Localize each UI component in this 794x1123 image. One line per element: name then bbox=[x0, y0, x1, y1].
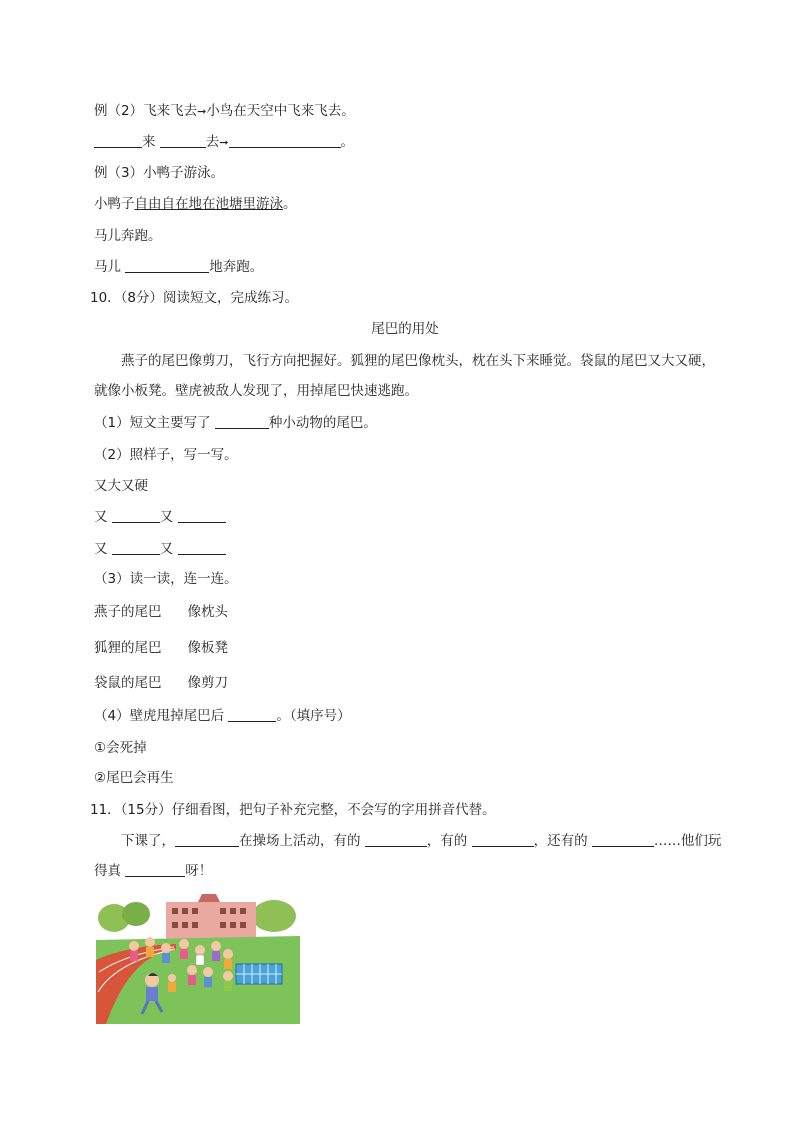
q11-blank-2[interactable] bbox=[365, 832, 427, 847]
match-left-3[interactable]: 袋鼠的尾巴 bbox=[94, 675, 162, 691]
option-2: ②尾巴会再生 bbox=[94, 770, 174, 786]
blank-you-1b[interactable] bbox=[178, 508, 226, 523]
example-3-line: 例（3）小鸭子游泳。 bbox=[94, 165, 225, 181]
q11-part-f: 呀！ bbox=[185, 863, 213, 879]
match-right-3[interactable]: 像剪刀 bbox=[187, 675, 228, 691]
blank-you-2b[interactable] bbox=[178, 540, 226, 555]
sub4-suffix: 。（填序号） bbox=[276, 708, 351, 724]
you-text: 又 bbox=[159, 509, 174, 525]
sub1-suffix: 种小动物的尾巴。 bbox=[268, 415, 377, 431]
fill-lai-qu-line bbox=[94, 133, 354, 152]
q11-sentence bbox=[94, 826, 724, 886]
question-10-head: 10．（8分）阅读短文，完成练习。 bbox=[90, 290, 299, 306]
q10-sub3: （3）读一读，连一连。 bbox=[94, 571, 238, 587]
tree-right bbox=[252, 900, 296, 932]
option-1: ①会死掉 bbox=[94, 740, 147, 756]
sub1-blank[interactable] bbox=[215, 414, 269, 429]
example-3-answer bbox=[94, 195, 297, 213]
blank-2[interactable] bbox=[160, 133, 206, 148]
duck-period: 。 bbox=[283, 196, 297, 212]
duck-prefix: 小鸭子 bbox=[94, 196, 135, 212]
q11-part-e: ……他们玩得真 bbox=[94, 833, 722, 879]
horse-suffix: 地奔跑。 bbox=[209, 259, 264, 275]
match-left-2[interactable]: 狐狸的尾巴 bbox=[94, 640, 162, 656]
you-text: 又 bbox=[94, 509, 108, 525]
school-building bbox=[166, 902, 256, 940]
q10-sub2: （2）照样子，写一写。 bbox=[94, 447, 238, 463]
match-right-1[interactable]: 像枕头 bbox=[187, 604, 228, 620]
sub2-example: 又大又硬 bbox=[94, 478, 148, 494]
blank-you-1a[interactable] bbox=[112, 508, 160, 523]
qu-text: 去 bbox=[205, 134, 220, 150]
q10-sub4 bbox=[94, 707, 351, 725]
sub2-fill-2 bbox=[94, 540, 226, 558]
horse-fill-line bbox=[94, 258, 263, 276]
match-left-1[interactable]: 燕子的尾巴 bbox=[94, 604, 162, 620]
blank-1[interactable] bbox=[94, 133, 142, 148]
period-text: 。 bbox=[340, 134, 355, 150]
example-2-result: 小鸟在天空中飞来飞去。 bbox=[206, 103, 355, 119]
q11-blank-3[interactable] bbox=[472, 832, 534, 847]
match-row-1 bbox=[94, 603, 228, 621]
blank-you-2a[interactable] bbox=[112, 540, 160, 555]
sub1-prefix: （1）短文主要写了 bbox=[94, 415, 211, 431]
blank-3[interactable] bbox=[229, 133, 341, 148]
match-right-2[interactable]: 像板凳 bbox=[187, 640, 228, 656]
q11-blank-1[interactable] bbox=[175, 832, 239, 847]
sub4-prefix: （4）壁虎甩掉尾巴后 bbox=[94, 708, 225, 724]
horse-sentence: 马儿奔跑。 bbox=[94, 228, 162, 244]
q11-part-c: ，有的 bbox=[426, 833, 468, 849]
passage-title: 尾巴的用处 bbox=[371, 321, 439, 337]
q11-part-a: 下课了， bbox=[121, 833, 175, 849]
tree-left-2 bbox=[122, 902, 150, 926]
question-11-head: 11．（15分）仔细看图，把句子补充完整，不会写的字用拼音代替。 bbox=[90, 802, 496, 818]
q11-blank-4[interactable] bbox=[592, 832, 654, 847]
duck-underlined: 自由自在地在池塘里游泳 bbox=[134, 196, 283, 212]
q10-sub1 bbox=[94, 414, 377, 432]
q11-blank-5[interactable] bbox=[125, 862, 185, 877]
sub2-fill-1 bbox=[94, 508, 226, 526]
you-text: 又 bbox=[159, 541, 174, 557]
passage-text: 燕子的尾巴像剪刀，飞行方向把握好。狐狸的尾巴像枕头，枕在头下来睡觉。袋鼠的尾巴又大又硬，就像小板凳。壁虎被敌人发现了，用掉尾巴快速逃跑。 bbox=[94, 353, 715, 399]
example-2-line bbox=[94, 102, 355, 121]
horse-blank[interactable] bbox=[125, 258, 209, 273]
you-text: 又 bbox=[94, 541, 108, 557]
lai-text: 来 bbox=[142, 134, 156, 150]
sub4-blank[interactable] bbox=[228, 707, 276, 722]
horse-prefix: 马儿 bbox=[94, 259, 121, 275]
example-2-text: 例（2）飞来飞去 bbox=[94, 103, 198, 119]
playground-illustration bbox=[96, 892, 300, 1024]
arrow-icon: ➞ bbox=[219, 136, 229, 149]
match-row-2 bbox=[94, 639, 228, 657]
arrow-icon: ➞ bbox=[197, 105, 207, 118]
q11-part-d: ，还有的 bbox=[533, 833, 588, 849]
match-row-3 bbox=[94, 674, 228, 692]
q11-part-b: 在操场上活动，有的 bbox=[239, 833, 361, 849]
